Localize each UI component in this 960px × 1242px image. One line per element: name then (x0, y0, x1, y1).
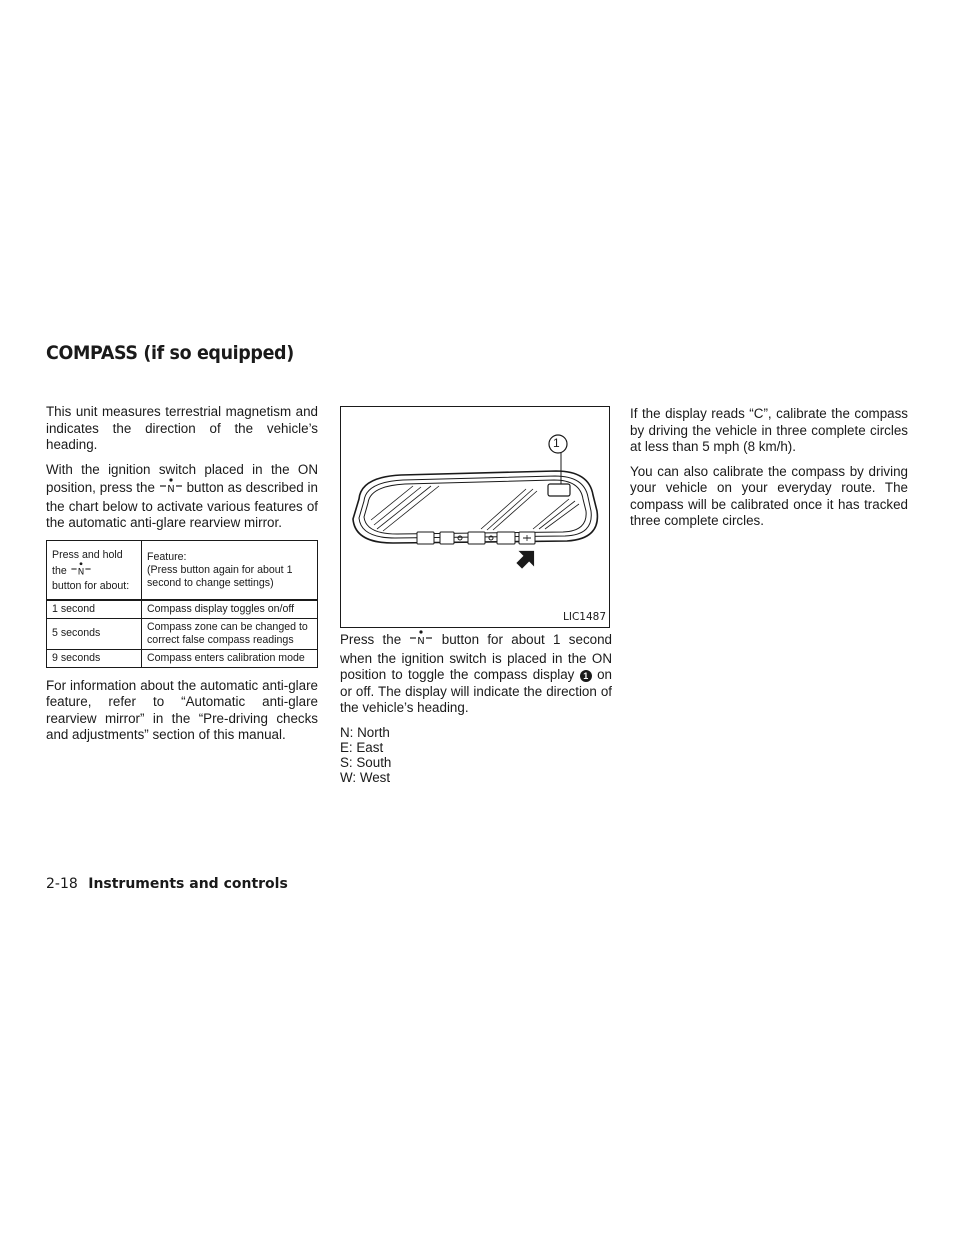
compass-button-icon (159, 478, 183, 499)
toggle-text-start: Press the (340, 632, 402, 647)
row-feature: Compass enters calibration mode (142, 649, 318, 667)
column-right (630, 406, 908, 538)
direction-south: S: South (340, 754, 392, 770)
direction-east: E: East (340, 739, 384, 755)
direction-west: W: West (340, 769, 391, 785)
section-title: COMPASS (if so equipped) (46, 342, 294, 364)
column-left (46, 404, 318, 752)
reference-paragraph: For information about the automatic anti-glare feature, refer to “Automatic anti-glare rearview mirror” in the “Pre-driving checks and adjustments” section of this manual. (46, 677, 318, 742)
compass-button-icon (409, 630, 433, 651)
page-footer (46, 876, 288, 892)
instruction-text-start: With the ignition switch placed in the ON position, press the (46, 461, 318, 495)
toggle-paragraph (340, 630, 612, 717)
header-press-hold-text: Press and hold the (52, 548, 123, 577)
direction-north: N: North (340, 724, 390, 740)
svg-text:N: N (417, 636, 426, 646)
figure-callout-number: 1 (553, 436, 560, 450)
instruction-paragraph (46, 462, 318, 532)
table-row (47, 600, 318, 619)
row-duration: 9 seconds (47, 649, 142, 667)
rearview-mirror-illustration (341, 407, 611, 629)
toggle-text-end: on or off. The display will indicate the direction of the vehicle’s heading. (340, 667, 612, 715)
chart-header-row (47, 540, 318, 600)
figure-code: LIC1487 (563, 610, 606, 623)
chart-header-feature (142, 540, 318, 600)
calibration-paragraph: If the display reads “C”, calibrate the compass by driving the vehicle in three complete circles at less than 5 mph (8 km/h). (630, 406, 908, 454)
row-duration: 1 second (47, 600, 142, 619)
table-row (47, 649, 318, 667)
chart-header-duration (47, 540, 142, 600)
route-calibration-paragraph: You can also calibrate the compass by driving your vehicle on your everyday route. The compass will be calibrated once it has tracked three complete circles. (630, 463, 908, 528)
direction-list (340, 725, 612, 785)
svg-text:N: N (77, 566, 84, 576)
row-feature: Compass display toggles on/off (142, 600, 318, 619)
compass-button-icon (70, 562, 92, 580)
header-feature-title: Feature: (147, 551, 187, 563)
row-feature: Compass zone can be changed to correct false compass readings (142, 618, 318, 649)
feature-chart (46, 540, 318, 668)
instruction-text-end: button as described in the chart below to activate various features of the automatic anti-glare rearview mirror. (46, 480, 318, 530)
column-middle (340, 406, 612, 785)
header-feature-note: (Press button again for about 1 second to change settings) (147, 564, 293, 589)
footer-section-name: Instruments and controls (88, 876, 288, 892)
header-button-for-text: button for about: (52, 579, 130, 592)
svg-text:N: N (167, 484, 175, 494)
rearview-mirror-figure (340, 406, 610, 628)
toggle-text-mid: button for about 1 second when the ignition switch is placed in the ON position to toggle the compass display (340, 632, 612, 682)
row-duration: 5 seconds (47, 618, 142, 649)
page-number: 2-18 (46, 876, 78, 892)
intro-paragraph: This unit measures terrestrial magnetism and indicates the direction of the vehicle’s heading. (46, 404, 318, 452)
callout-1-icon: 1 (580, 670, 592, 682)
table-row (47, 618, 318, 649)
